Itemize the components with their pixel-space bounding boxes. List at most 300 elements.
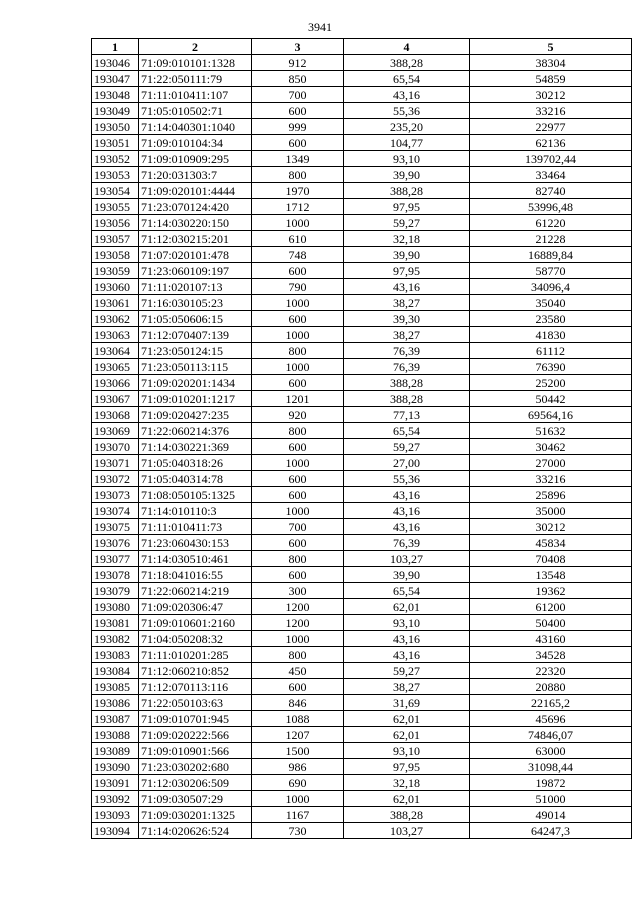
table-cell-col4: 59,27 [344,439,470,455]
table-cell-col5: 35000 [470,503,632,519]
table-cell-col2: 71:23:030202:680 [139,759,252,775]
table-cell-col3: 1000 [252,503,344,519]
table-cell-col5: 64247,3 [470,823,632,839]
table-cell-col4: 62,01 [344,599,470,615]
table-cell-col4: 32,18 [344,775,470,791]
table-cell-col3: 999 [252,119,344,135]
table-cell-col2: 71:14:030221:369 [139,439,252,455]
table-cell-col1: 193088 [92,727,139,743]
table-cell-col2: 71:09:010901:566 [139,743,252,759]
table-cell-col3: 700 [252,87,344,103]
table-cell-col4: 97,95 [344,199,470,215]
table-cell-col4: 76,39 [344,359,470,375]
table-cell-col3: 600 [252,471,344,487]
table-cell-col4: 59,27 [344,663,470,679]
table-cell-col5: 51632 [470,423,632,439]
table-cell-col4: 77,13 [344,407,470,423]
table-body [92,55,632,839]
table-cell-col1: 193067 [92,391,139,407]
table-row [92,327,632,343]
table-cell-col5: 33464 [470,167,632,183]
table-cell-col1: 193052 [92,151,139,167]
table-cell-col1: 193046 [92,55,139,71]
table-row [92,167,632,183]
table-cell-col1: 193053 [92,167,139,183]
table-cell-col2: 71:09:020306:47 [139,599,252,615]
table-cell-col1: 193078 [92,567,139,583]
table-cell-col1: 193064 [92,343,139,359]
table-cell-col4: 43,16 [344,631,470,647]
table-row [92,471,632,487]
table-cell-col3: 600 [252,103,344,119]
column-header-1: 1 [92,39,139,55]
column-header-4: 4 [344,39,470,55]
table-cell-col1: 193077 [92,551,139,567]
table-row [92,679,632,695]
table-cell-col5: 30212 [470,87,632,103]
column-header-3: 3 [252,39,344,55]
table-cell-col1: 193061 [92,295,139,311]
table-cell-col3: 600 [252,135,344,151]
table-cell-col3: 600 [252,263,344,279]
table-cell-col1: 193049 [92,103,139,119]
table-cell-col4: 43,16 [344,647,470,663]
table-row [92,119,632,135]
table-cell-col2: 71:05:040314:78 [139,471,252,487]
table-cell-col2: 71:09:010101:1328 [139,55,252,71]
table-cell-col4: 62,01 [344,711,470,727]
table-row [92,279,632,295]
table-cell-col1: 193093 [92,807,139,823]
table-cell-col4: 103,27 [344,551,470,567]
table-cell-col5: 49014 [470,807,632,823]
table-cell-col4: 55,36 [344,103,470,119]
table-row [92,311,632,327]
table-cell-col2: 71:16:030105:23 [139,295,252,311]
table-row [92,103,632,119]
table-cell-col2: 71:22:050111:79 [139,71,252,87]
table-cell-col2: 71:05:050606:15 [139,311,252,327]
table-cell-col3: 1200 [252,615,344,631]
table-cell-col2: 71:09:010104:34 [139,135,252,151]
table-cell-col4: 62,01 [344,727,470,743]
table-cell-col5: 76390 [470,359,632,375]
table-cell-col5: 139702,44 [470,151,632,167]
table-cell-col5: 25200 [470,375,632,391]
table-row [92,135,632,151]
table-cell-col3: 1167 [252,807,344,823]
table-row [92,759,632,775]
column-header-5: 5 [470,39,632,55]
table-cell-col2: 71:11:010411:73 [139,519,252,535]
table-cell-col2: 71:07:020101:478 [139,247,252,263]
table-cell-col4: 32,18 [344,231,470,247]
table-cell-col2: 71:23:070124:420 [139,199,252,215]
table-cell-col4: 65,54 [344,423,470,439]
table-cell-col1: 193073 [92,487,139,503]
table-cell-col3: 600 [252,311,344,327]
table-cell-col3: 1000 [252,631,344,647]
table-cell-col4: 43,16 [344,487,470,503]
table-cell-col5: 19362 [470,583,632,599]
table-cell-col4: 39,90 [344,567,470,583]
table-cell-col2: 71:14:010110:3 [139,503,252,519]
table-cell-col5: 25896 [470,487,632,503]
table-cell-col2: 71:12:030215:201 [139,231,252,247]
table-cell-col2: 71:14:030220:150 [139,215,252,231]
table-cell-col5: 30212 [470,519,632,535]
table-row [92,615,632,631]
table-cell-col3: 1970 [252,183,344,199]
table-cell-col2: 71:12:030206:509 [139,775,252,791]
table-cell-col1: 193082 [92,631,139,647]
table-cell-col3: 1201 [252,391,344,407]
table-cell-col2: 71:05:040318:26 [139,455,252,471]
table-cell-col3: 800 [252,343,344,359]
table-cell-col2: 71:09:010601:2160 [139,615,252,631]
table-row [92,407,632,423]
table-cell-col2: 71:11:020107:13 [139,279,252,295]
table-cell-col5: 20880 [470,679,632,695]
table-cell-col4: 31,69 [344,695,470,711]
table-cell-col3: 600 [252,679,344,695]
table-cell-col4: 62,01 [344,791,470,807]
table-row [92,743,632,759]
table-cell-col1: 193080 [92,599,139,615]
table-cell-col4: 97,95 [344,263,470,279]
table-cell-col1: 193074 [92,503,139,519]
table-cell-col5: 43160 [470,631,632,647]
table-cell-col5: 82740 [470,183,632,199]
table-cell-col4: 65,54 [344,71,470,87]
table-cell-col4: 55,36 [344,471,470,487]
table-cell-col4: 388,28 [344,183,470,199]
table-cell-col1: 193075 [92,519,139,535]
table-cell-col3: 800 [252,167,344,183]
table-cell-col5: 51000 [470,791,632,807]
table-row [92,295,632,311]
table-row [92,71,632,87]
table-cell-col4: 388,28 [344,391,470,407]
table-row [92,247,632,263]
table-cell-col4: 76,39 [344,343,470,359]
table-cell-col5: 41830 [470,327,632,343]
table-cell-col1: 193086 [92,695,139,711]
table-row [92,727,632,743]
table-cell-col3: 986 [252,759,344,775]
table-cell-col1: 193068 [92,407,139,423]
table-cell-col5: 33216 [470,103,632,119]
table-cell-col4: 388,28 [344,55,470,71]
table-cell-col2: 71:23:050124:15 [139,343,252,359]
table-row [92,215,632,231]
table-cell-col1: 193054 [92,183,139,199]
table-cell-col3: 1000 [252,215,344,231]
table-cell-col3: 1000 [252,295,344,311]
table-cell-col2: 71:12:070407:139 [139,327,252,343]
table-row [92,151,632,167]
table-cell-col3: 600 [252,487,344,503]
table-cell-col2: 71:11:010201:285 [139,647,252,663]
table-cell-col5: 33216 [470,471,632,487]
table-cell-col4: 388,28 [344,807,470,823]
table-row [92,343,632,359]
table-cell-col2: 71:09:010909:295 [139,151,252,167]
table-cell-col5: 13548 [470,567,632,583]
table-cell-col5: 61112 [470,343,632,359]
table-cell-col5: 21228 [470,231,632,247]
table-cell-col5: 53996,48 [470,199,632,215]
table-cell-col1: 193065 [92,359,139,375]
table-cell-col5: 34096,4 [470,279,632,295]
table-cell-col2: 71:14:040301:1040 [139,119,252,135]
table-cell-col5: 16889,84 [470,247,632,263]
table-cell-col5: 63000 [470,743,632,759]
table-cell-col3: 1000 [252,359,344,375]
table-cell-col3: 912 [252,55,344,71]
table-cell-col5: 61220 [470,215,632,231]
table-cell-col2: 71:20:031303:7 [139,167,252,183]
table-cell-col3: 600 [252,439,344,455]
table-row [92,695,632,711]
table-cell-col3: 800 [252,551,344,567]
table-cell-col3: 730 [252,823,344,839]
table-row [92,551,632,567]
table-row [92,663,632,679]
table-cell-col1: 193090 [92,759,139,775]
table-cell-col1: 193058 [92,247,139,263]
table-cell-col4: 43,16 [344,519,470,535]
table-row [92,807,632,823]
table-cell-col1: 193079 [92,583,139,599]
table-row [92,503,632,519]
table-cell-col1: 193059 [92,263,139,279]
table-row [92,631,632,647]
table-row [92,263,632,279]
table-cell-col1: 193051 [92,135,139,151]
table-cell-col1: 193055 [92,199,139,215]
table-cell-col3: 1207 [252,727,344,743]
table-cell-col2: 71:14:030510:461 [139,551,252,567]
table-cell-col5: 34528 [470,647,632,663]
table-cell-col2: 71:22:060214:219 [139,583,252,599]
table-cell-col3: 1200 [252,599,344,615]
table-cell-col4: 43,16 [344,279,470,295]
table-cell-col1: 193071 [92,455,139,471]
table-cell-col4: 38,27 [344,295,470,311]
table-cell-col2: 71:12:070113:116 [139,679,252,695]
table-cell-col2: 71:23:060109:197 [139,263,252,279]
table-cell-col2: 71:23:050113:115 [139,359,252,375]
table-row [92,55,632,71]
table-cell-col3: 800 [252,647,344,663]
table-cell-col2: 71:04:050208:32 [139,631,252,647]
table-cell-col1: 193091 [92,775,139,791]
table-cell-col4: 103,27 [344,823,470,839]
table-cell-col3: 1712 [252,199,344,215]
table-cell-col3: 300 [252,583,344,599]
column-header-2: 2 [139,39,252,55]
data-table [91,38,632,839]
table-cell-col3: 600 [252,375,344,391]
table-cell-col3: 748 [252,247,344,263]
table-cell-col3: 600 [252,567,344,583]
table-row [92,535,632,551]
table-cell-col3: 1349 [252,151,344,167]
table-cell-col4: 59,27 [344,215,470,231]
table-row [92,455,632,471]
table-row [92,567,632,583]
table-cell-col5: 69564,16 [470,407,632,423]
table-cell-col1: 193081 [92,615,139,631]
table-row [92,359,632,375]
table-cell-col5: 31098,44 [470,759,632,775]
table-cell-col5: 30462 [470,439,632,455]
table-cell-col1: 193094 [92,823,139,839]
table-cell-col1: 193092 [92,791,139,807]
table-cell-col2: 71:23:060430:153 [139,535,252,551]
table-cell-col3: 610 [252,231,344,247]
table-cell-col4: 65,54 [344,583,470,599]
table-cell-col2: 71:08:050105:1325 [139,487,252,503]
table-cell-col2: 71:05:010502:71 [139,103,252,119]
table-cell-col5: 54859 [470,71,632,87]
table-cell-col3: 450 [252,663,344,679]
table-cell-col2: 71:09:020222:566 [139,727,252,743]
table-cell-col3: 600 [252,535,344,551]
table-row [92,87,632,103]
table-row [92,439,632,455]
table-cell-col3: 1088 [252,711,344,727]
table-cell-col4: 39,90 [344,167,470,183]
table-cell-col1: 193070 [92,439,139,455]
table-row [92,583,632,599]
table-cell-col5: 27000 [470,455,632,471]
table-cell-col2: 71:22:060214:376 [139,423,252,439]
page-number: 3941 [308,20,332,34]
table-cell-col1: 193087 [92,711,139,727]
table-cell-col1: 193063 [92,327,139,343]
table-cell-col4: 93,10 [344,151,470,167]
table-cell-col1: 193060 [92,279,139,295]
table-row [92,791,632,807]
table-cell-col5: 45834 [470,535,632,551]
table-cell-col3: 1000 [252,327,344,343]
table-cell-col4: 104,77 [344,135,470,151]
table-cell-col2: 71:09:010201:1217 [139,391,252,407]
table-cell-col5: 23580 [470,311,632,327]
table-cell-col2: 71:18:041016:55 [139,567,252,583]
table-cell-col2: 71:09:020101:4444 [139,183,252,199]
table-cell-col4: 235,20 [344,119,470,135]
table-cell-col1: 193069 [92,423,139,439]
table-cell-col1: 193083 [92,647,139,663]
table-cell-col5: 22977 [470,119,632,135]
table-cell-col3: 846 [252,695,344,711]
table-cell-col4: 76,39 [344,535,470,551]
table-cell-col4: 97,95 [344,759,470,775]
table-row [92,231,632,247]
table-cell-col3: 1000 [252,455,344,471]
table-cell-col3: 700 [252,519,344,535]
table-row [92,711,632,727]
table-row [92,775,632,791]
table-row [92,375,632,391]
table-cell-col4: 43,16 [344,87,470,103]
table-cell-col1: 193048 [92,87,139,103]
table-cell-col1: 193076 [92,535,139,551]
table-row [92,199,632,215]
table-cell-col3: 920 [252,407,344,423]
table-cell-col1: 193062 [92,311,139,327]
table-cell-col1: 193066 [92,375,139,391]
table-cell-col2: 71:09:010701:945 [139,711,252,727]
table-row [92,183,632,199]
table-row [92,647,632,663]
table-cell-col4: 39,30 [344,311,470,327]
table-cell-col1: 193084 [92,663,139,679]
table-cell-col4: 38,27 [344,327,470,343]
table-cell-col2: 71:14:020626:524 [139,823,252,839]
table-cell-col1: 193050 [92,119,139,135]
table-cell-col2: 71:09:030507:29 [139,791,252,807]
table-cell-col5: 19872 [470,775,632,791]
table-row [92,599,632,615]
table-cell-col5: 70408 [470,551,632,567]
table-cell-col1: 193056 [92,215,139,231]
table-cell-col5: 61200 [470,599,632,615]
table-cell-col5: 22165,2 [470,695,632,711]
table-row [92,519,632,535]
table-cell-col3: 850 [252,71,344,87]
table-cell-col5: 22320 [470,663,632,679]
table-cell-col2: 71:22:050103:63 [139,695,252,711]
table-cell-col1: 193072 [92,471,139,487]
table-cell-col4: 388,28 [344,375,470,391]
table-cell-col3: 1000 [252,791,344,807]
table-cell-col5: 35040 [470,295,632,311]
table-cell-col1: 193085 [92,679,139,695]
table-cell-col4: 39,90 [344,247,470,263]
table-cell-col2: 71:09:020201:1434 [139,375,252,391]
table-header-row [92,39,632,55]
table-cell-col4: 27,00 [344,455,470,471]
table-cell-col2: 71:11:010411:107 [139,87,252,103]
table-cell-col1: 193047 [92,71,139,87]
table-cell-col5: 50400 [470,615,632,631]
table-cell-col2: 71:09:030201:1325 [139,807,252,823]
table-cell-col2: 71:12:060210:852 [139,663,252,679]
table-cell-col5: 38304 [470,55,632,71]
table-cell-col1: 193089 [92,743,139,759]
table-cell-col4: 43,16 [344,503,470,519]
table-cell-col2: 71:09:020427:235 [139,407,252,423]
table-cell-col4: 38,27 [344,679,470,695]
table-cell-col3: 690 [252,775,344,791]
table-cell-col1: 193057 [92,231,139,247]
table-cell-col3: 790 [252,279,344,295]
table-cell-col5: 50442 [470,391,632,407]
table-cell-col3: 800 [252,423,344,439]
table-cell-col5: 74846,07 [470,727,632,743]
table-cell-col4: 93,10 [344,743,470,759]
table-row [92,391,632,407]
table-cell-col5: 58770 [470,263,632,279]
table-row [92,487,632,503]
table-cell-col4: 93,10 [344,615,470,631]
table-row [92,423,632,439]
table-cell-col5: 45696 [470,711,632,727]
